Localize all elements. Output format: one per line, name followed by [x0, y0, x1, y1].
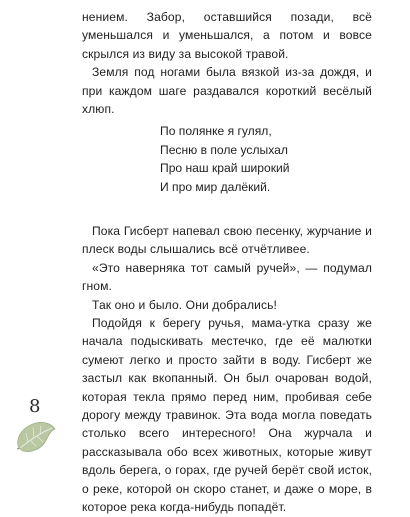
paragraph-3: Пока Гисберт напевал свою песенку, журчание и плеск воды слышались всё отчётливее.	[82, 224, 372, 257]
poem-stanza	[160, 122, 290, 196]
poem-line-4: И про мир далёкий.	[160, 179, 271, 194]
paragraph-4: «Это наверняка тот самый ручей», — подумал гном.	[82, 260, 372, 294]
bottom-text-block	[82, 222, 372, 517]
poem-line-2: Песню в поле услыхал	[160, 142, 288, 157]
paragraph-5: Так оно и было. Они добрались!	[92, 297, 277, 312]
top-text-block	[82, 8, 372, 118]
poem-line-3: Про наш край широкий	[160, 161, 290, 176]
paragraph-6: Подойдя к берегу ручья, мама-утка сразу же начала подыскивать местечко, где её малютки сумеют легко и просто зайти в воду. Гисберт же застыл как вкопанный. Он был очарован водой, которая текла прямо перед ним, пробивая себе дорогу между травинок. Эта вода могла поведать столько всего интересного! Она журчала и рассказывала обо всех животных, которые живут вдоль берега, о горах, где ручей берёт свой исток, о реке, которой он скоро станет, и даже о море, в которое река когда-нибудь попадёт.	[82, 316, 372, 515]
page-number: 8	[29, 396, 41, 417]
paragraph-1: нением. Забор, оставшийся позади, всё уменьшался и уменьшался, а потом и вовсе скрылся из виду за высокой травой.	[82, 10, 372, 61]
leaf-icon	[14, 418, 58, 456]
poem-line-1: По полянке я гулял,	[160, 124, 272, 138]
paragraph-2: Земля под ногами была вязкой из-за дождя, и при каждом шаге раздавался короткий весёлый хлюп.	[82, 65, 372, 117]
